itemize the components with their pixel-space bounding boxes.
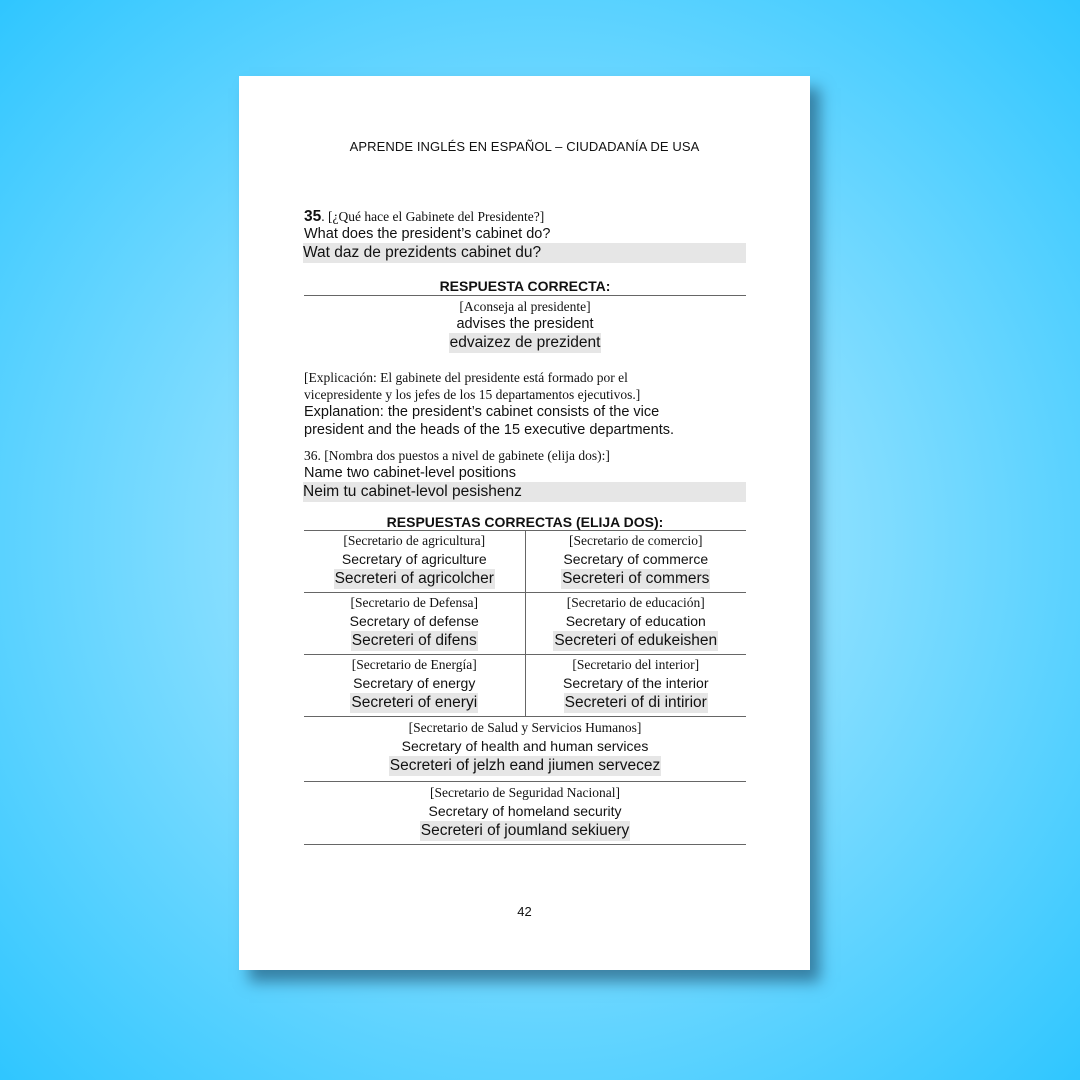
answer-es: [Secretario de agricultura]: [343, 533, 486, 548]
answers-row: [304, 782, 746, 845]
answers-row: [304, 593, 746, 655]
answer-en: Secretary of energy: [353, 675, 476, 691]
q35-answer-en: advises the president: [456, 316, 594, 332]
q36-answers-title: RESPUESTAS CORRECTAS (ELIJA DOS):: [386, 514, 664, 530]
answer-cell: [304, 782, 746, 845]
page-number: 42: [517, 904, 532, 919]
answer-phonetic: Secreteri of commers: [562, 570, 710, 587]
answer-cell: [525, 655, 746, 717]
answer-cell: [304, 593, 525, 655]
answer-phonetic: Secreteri of difens: [351, 632, 477, 649]
q35-explanation-es: [Explicación: El gabinete del presidente está formado por el vicepresidente y los jefes de los 15 departamentos ejecutivos.]: [304, 370, 641, 402]
answer-phonetic: Secreteri of joumland sekiuery: [420, 822, 630, 839]
answer-en: Secretary of health and human services: [401, 738, 649, 754]
running-header: APRENDE INGLÉS EN ESPAÑOL – CIUDADANÍA DE USA: [349, 139, 700, 154]
q35-answer-phonetic: edvaizez de prezident: [449, 334, 601, 351]
q35-question-en: What does the president’s cabinet do?: [304, 226, 551, 242]
answer-cell: [525, 593, 746, 655]
answer-es: [Secretario de Energía]: [351, 657, 477, 672]
answer-en: Secretary of agriculture: [341, 551, 487, 567]
answers-row: [304, 655, 746, 717]
answer-en: Secretary of the interior: [562, 675, 709, 691]
answers-row: [304, 717, 746, 782]
answer-phonetic: Secreteri of di intirior: [564, 694, 707, 711]
answer-cell: [304, 531, 525, 593]
answer-es: [Secretario de Salud y Servicios Humanos]: [408, 720, 642, 735]
q35-answer-es: [Aconseja al presidente]: [459, 299, 591, 314]
q36-question-es: 36. [Nombra dos puestos a nivel de gabinete (elija dos):]: [304, 448, 610, 463]
answers-table: [304, 530, 746, 845]
q35-number: 35: [304, 208, 322, 225]
q35-question-es-text: . [¿Qué hace el Gabinete del Presidente?]: [321, 209, 545, 224]
q35-question-es: [304, 208, 746, 225]
q35-phonetic: Wat daz de prezidents cabinet du?: [303, 243, 746, 263]
answer-en: Secretary of homeland security: [428, 803, 622, 819]
answers-row: [304, 531, 746, 593]
answer-cell: [304, 655, 525, 717]
answer-en: Secretary of commerce: [563, 551, 709, 567]
book-page: [239, 76, 810, 970]
answer-es: [Secretario de Seguridad Nacional]: [429, 785, 621, 800]
answer-es: [Secretario de comercio]: [569, 533, 703, 548]
answer-es: [Secretario de Defensa]: [350, 595, 478, 610]
q35-explanation-en: Explanation: the president’s cabinet consists of the vice president and the heads of the 15 executive departments.: [304, 404, 674, 438]
answer-en: Secretary of education: [565, 613, 706, 629]
answer-cell: [525, 531, 746, 593]
answer-es: [Secretario de educación]: [566, 595, 705, 610]
answer-cell: [304, 717, 746, 782]
q35-answer-title: RESPUESTA CORRECTA:: [304, 275, 746, 296]
q36-question-en: Name two cabinet-level positions: [304, 465, 516, 481]
q36-phonetic: Neim tu cabinet-levol pesishenz: [303, 482, 746, 502]
answer-phonetic: Secreteri of eneryi: [351, 694, 478, 711]
answer-phonetic: Secreteri of edukeishen: [554, 632, 718, 649]
answer-en: Secretary of defense: [349, 613, 479, 629]
answer-phonetic: Secreteri of agricolcher: [334, 570, 494, 587]
answer-es: [Secretario del interior]: [572, 657, 700, 672]
page-content: [304, 208, 746, 845]
answer-phonetic: Secreteri of jelzh eand jiumen servecez: [389, 757, 661, 774]
